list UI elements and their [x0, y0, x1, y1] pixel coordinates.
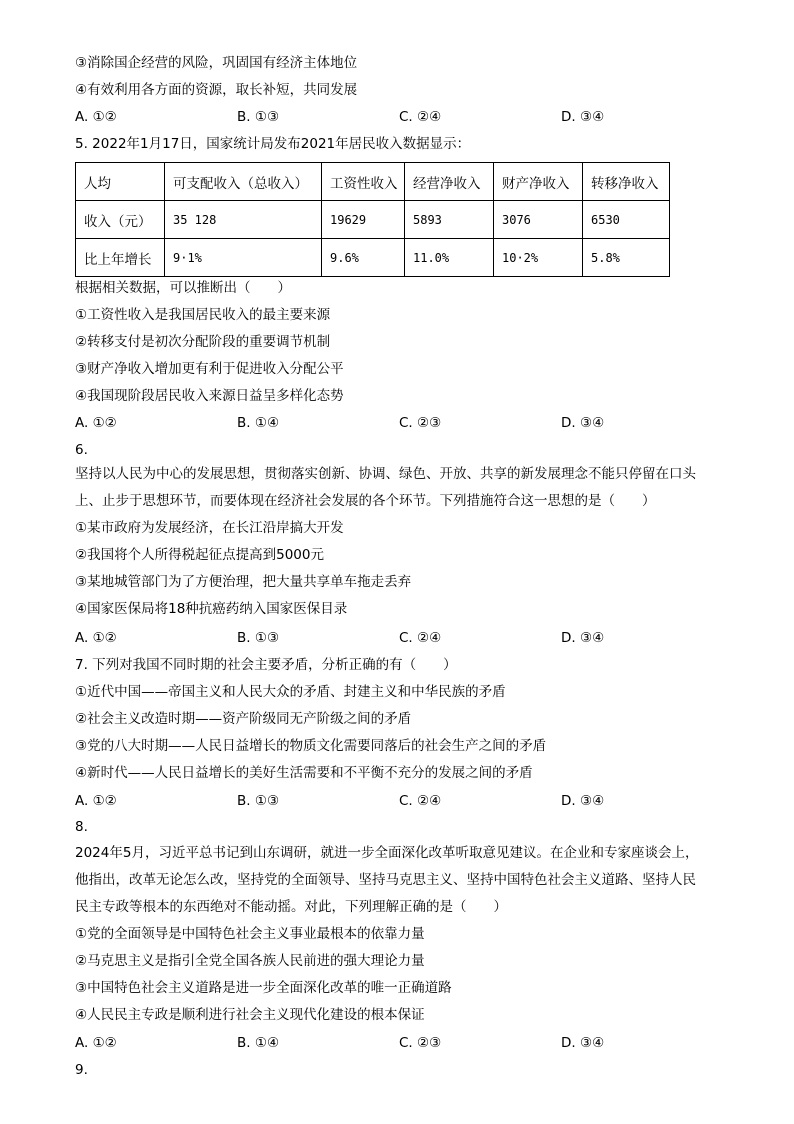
table-header-cell: 可支配收入（总收入） — [165, 163, 322, 201]
q7-option-d[interactable]: D. ③④ — [561, 793, 605, 809]
table-row — [76, 239, 670, 277]
q6-stem-line-2: 上、止步于思想环节，而要体现在经济社会发展的各个环节。下列措施符合这一思想的是（ ） — [75, 493, 656, 509]
q6-stem-line-1: 坚持以人民为中心的发展思想，贯彻落实创新、协调、绿色、开放、共享的新发展理念不能只停留在口头 — [75, 466, 696, 482]
q7-option-a[interactable]: A. ①② — [75, 793, 117, 809]
table-cell: 比上年增长 — [76, 239, 165, 277]
q5-item-1: ①工资性收入是我国居民收入的最主要来源 — [75, 307, 331, 323]
q8-item-2: ②马克思主义是指引全党全国各族人民前进的强大理论力量 — [75, 953, 425, 969]
q7-option-b[interactable]: B. ①③ — [237, 793, 280, 809]
q5-question: 根据相关数据，可以推断出（ ） — [75, 280, 291, 296]
q6-item-4: ④国家医保局将18种抗癌药纳入国家医保目录 — [75, 601, 348, 617]
q8-stem-line-1: 2024年5月，习近平总书记到山东调研，就进一步全面深化改革听取意见建议。在企业和专家座谈会上， — [75, 845, 699, 861]
table-cell: 9.6% — [322, 239, 405, 277]
q6-item-1: ①某市政府为发展经济，在长江沿岸搞大开发 — [75, 520, 344, 536]
q7-item-4: ④新时代——人民日益增长的美好生活需要和不平衡不充分的发展之间的矛盾 — [75, 765, 533, 781]
q6-number: 6. — [75, 442, 88, 458]
table-cell: 收入（元） — [76, 201, 165, 239]
q8-option-d[interactable]: D. ③④ — [561, 1035, 605, 1051]
q8-stem-line-3: 民主专政等根本的东西绝对不能动摇。对此，下列理解正确的是（ ） — [75, 899, 507, 915]
table-cell: 5893 — [405, 201, 494, 239]
q7-option-c[interactable]: C. ②④ — [399, 793, 442, 809]
table-row — [76, 201, 670, 239]
q8-options — [75, 1034, 735, 1052]
q4-option-d[interactable]: D. ③④ — [561, 109, 605, 125]
q7-stem: 7. 下列对我国不同时期的社会主要矛盾，分析正确的有（ ） — [75, 657, 457, 673]
q4-item-3: ③消除国企经营的风险，巩固国有经济主体地位 — [75, 55, 358, 71]
table-header-cell: 人均 — [76, 163, 165, 201]
q5-option-b[interactable]: B. ①④ — [237, 415, 280, 431]
q6-option-a[interactable]: A. ①② — [75, 630, 117, 646]
table-cell: 9·1% — [165, 239, 322, 277]
q4-option-c[interactable]: C. ②④ — [399, 109, 442, 125]
q6-item-3: ③某地城管部门为了方便治理，把大量共享单车拖走丢弃 — [75, 574, 412, 590]
q4-option-a[interactable]: A. ①② — [75, 109, 117, 125]
q8-stem-line-2: 他指出，改革无论怎么改，坚持党的全面领导、坚持马克思主义、坚持中国特色社会主义道路、坚持人民 — [75, 872, 696, 888]
q6-option-c[interactable]: C. ②④ — [399, 630, 442, 646]
q6-option-b[interactable]: B. ①③ — [237, 630, 280, 646]
table-header-cell: 财产净收入 — [494, 163, 583, 201]
q5-item-2: ②转移支付是初次分配阶段的重要调节机制 — [75, 334, 331, 350]
table-cell: 10·2% — [494, 239, 583, 277]
q7-item-3: ③党的八大时期——人民日益增长的物质文化需要同落后的社会生产之间的矛盾 — [75, 738, 547, 754]
q8-item-1: ①党的全面领导是中国特色社会主义事业最根本的依靠力量 — [75, 926, 425, 942]
q7-item-1: ①近代中国——帝国主义和人民大众的矛盾、封建主义和中华民族的矛盾 — [75, 684, 506, 700]
q8-option-a[interactable]: A. ①② — [75, 1035, 117, 1051]
table-cell: 5.8% — [583, 239, 670, 277]
table-header-cell: 转移净收入 — [583, 163, 670, 201]
q6-item-2: ②我国将个人所得税起征点提高到5000元 — [75, 547, 324, 563]
q8-option-c[interactable]: C. ②③ — [399, 1035, 442, 1051]
q9-number: 9. — [75, 1062, 88, 1078]
table-cell: 11.0% — [405, 239, 494, 277]
table-header-row — [76, 163, 670, 201]
q8-item-3: ③中国特色社会主义道路是进一步全面深化改革的唯一正确道路 — [75, 980, 452, 996]
q8-number: 8. — [75, 819, 88, 835]
q7-options — [75, 792, 735, 810]
q6-option-d[interactable]: D. ③④ — [561, 630, 605, 646]
q5-item-3: ③财产净收入增加更有利于促进收入分配公平 — [75, 361, 344, 377]
q5-options — [75, 414, 735, 432]
q4-item-4: ④有效利用各方面的资源，取长补短，共同发展 — [75, 82, 358, 98]
q4-option-b[interactable]: B. ①③ — [237, 109, 280, 125]
table-header-cell: 工资性收入 — [322, 163, 405, 201]
q4-options — [75, 108, 735, 126]
q8-item-4: ④人民民主专政是顺利进行社会主义现代化建设的根本保证 — [75, 1007, 425, 1023]
q5-option-c[interactable]: C. ②③ — [399, 415, 442, 431]
table-cell: 3076 — [494, 201, 583, 239]
table-cell: 6530 — [583, 201, 670, 239]
table-header-cell: 经营净收入 — [405, 163, 494, 201]
q6-options — [75, 629, 735, 647]
table-cell: 19629 — [322, 201, 405, 239]
q5-option-a[interactable]: A. ①② — [75, 415, 117, 431]
q7-item-2: ②社会主义改造时期——资产阶级同无产阶级之间的矛盾 — [75, 711, 412, 727]
q5-option-d[interactable]: D. ③④ — [561, 415, 605, 431]
q5-stem: 5. 2022年1月17日，国家统计局发布2021年居民收入数据显示： — [75, 136, 471, 152]
table-cell: 35 128 — [165, 201, 322, 239]
income-table — [75, 162, 670, 277]
q8-option-b[interactable]: B. ①④ — [237, 1035, 280, 1051]
q5-item-4: ④我国现阶段居民收入来源日益呈多样化态势 — [75, 388, 344, 404]
